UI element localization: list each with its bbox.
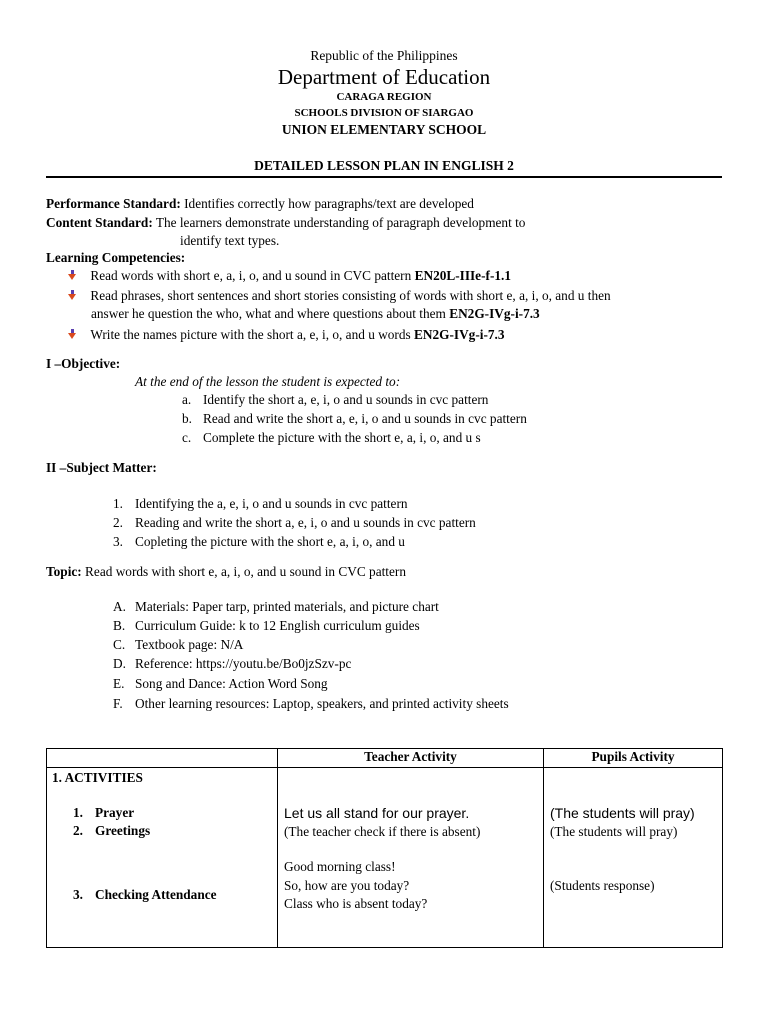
- teacher-check: (The teacher check if there is absent): [284, 824, 481, 839]
- competency-item: [68, 327, 505, 343]
- activities-section-label: 1. ACTIVITIES: [52, 770, 143, 785]
- activities-cell: [47, 768, 278, 948]
- objective-item: b. Read and write the short a, e, i, o and u sounds in cvc pattern: [182, 411, 527, 426]
- competency-text: Read words with short e, a, i, o, and u sound in CVC pattern: [90, 268, 415, 283]
- resource-item: C. Textbook page: N/A: [113, 637, 244, 652]
- topic-label: Topic:: [46, 564, 82, 579]
- arrow-bullet-icon: [68, 290, 77, 300]
- competency-text: Write the names picture with the short a, e, i, o, and u words: [90, 327, 415, 342]
- objective-item: a. Identify the short a, e, i, o and u sounds in cvc pattern: [182, 392, 489, 407]
- table-row: [47, 768, 723, 948]
- objective-label: I –Objective:: [46, 356, 121, 371]
- content-standard-label: Content Standard:: [46, 215, 153, 230]
- table-header-row: [47, 749, 723, 768]
- table-header-empty: [47, 749, 278, 768]
- competency-item: [68, 268, 511, 284]
- document-title: DETAILED LESSON PLAN IN ENGLISH 2: [254, 158, 514, 173]
- table-header-pupils: Pupils Activity: [544, 749, 723, 768]
- subject-matter-item: 1. Identifying the a, e, i, o and u sounds in cvc pattern: [113, 496, 408, 511]
- header-division: SCHOOLS DIVISION OF SIARGAO: [294, 107, 474, 119]
- competency-text: answer he question the who, what and where questions about them: [91, 306, 450, 321]
- resource-item: F. Other learning resources: Laptop, speakers, and printed activity sheets: [113, 696, 509, 711]
- pupils-response: (Students response): [550, 878, 655, 893]
- step-greetings: 2. Greetings: [73, 823, 151, 838]
- header-department: Department of Education: [277, 65, 491, 89]
- performance-standard: [46, 196, 474, 212]
- pupils-pray-2: (The students will pray): [550, 824, 678, 839]
- subject-matter-item: 3. Copleting the picture with the short e, a, i, o, and u: [113, 534, 405, 549]
- topic: [46, 564, 406, 580]
- resource-item: D. Reference: https://youtu.be/Bo0jzSzv-pc: [113, 656, 352, 671]
- step-prayer: 1. Prayer: [73, 805, 135, 820]
- competency-text: Read phrases, short sentences and short stories consisting of words with short e, a, i, o, and u then: [90, 288, 611, 303]
- topic-text: Read words with short e, a, i, o, and u sound in CVC pattern: [81, 564, 406, 579]
- resource-item: B. Curriculum Guide: k to 12 English curriculum guides: [113, 618, 420, 633]
- performance-standard-text: Identifies correctly how paragraphs/text are developed: [180, 196, 474, 211]
- competency-code: EN2G-IVg-i-7.3: [414, 327, 505, 342]
- objective-item: c. Complete the picture with the short e, a, i, o, and u s: [182, 430, 481, 445]
- content-standard: [46, 215, 525, 231]
- competencies-label: Learning Competencies:: [46, 250, 186, 265]
- competency-item: [68, 288, 611, 304]
- header-region: CARAGA REGION: [336, 91, 432, 103]
- teacher-activity-cell: [278, 768, 544, 948]
- activity-table: [46, 748, 723, 948]
- title-underline: [46, 176, 722, 178]
- teacher-greet-1: Good morning class!: [284, 859, 396, 874]
- competency-item-continued: [91, 306, 540, 322]
- objective-intro: At the end of the lesson the student is expected to:: [135, 374, 401, 389]
- subject-matter-item: 2. Reading and write the short a, e, i, o and u sounds in cvc pattern: [113, 515, 476, 530]
- subject-matter-label: II –Subject Matter:: [46, 460, 157, 475]
- step-attendance: 3. Checking Attendance: [73, 887, 217, 902]
- pupils-activity-cell: [544, 768, 723, 948]
- competency-code: EN20L-IIIe-f-1.1: [414, 268, 511, 283]
- pupils-pray-1: (The students will pray): [550, 805, 695, 821]
- header-republic: Republic of the Philippines: [310, 48, 458, 63]
- table-header-teacher: Teacher Activity: [278, 749, 544, 768]
- resource-item: E. Song and Dance: Action Word Song: [113, 676, 328, 691]
- performance-standard-label: Performance Standard:: [46, 196, 181, 211]
- competency-code: EN2G-IVg-i-7.3: [449, 306, 540, 321]
- resource-item: A. Materials: Paper tarp, printed materials, and picture chart: [113, 599, 439, 614]
- header-school: UNION ELEMENTARY SCHOOL: [281, 122, 487, 137]
- teacher-greet-3: Class who is absent today?: [284, 896, 428, 911]
- teacher-greet-2: So, how are you today?: [284, 878, 410, 893]
- content-standard-text: The learners demonstrate understanding of paragraph development to: [152, 215, 526, 230]
- arrow-bullet-icon: [68, 270, 77, 280]
- arrow-bullet-icon: [68, 329, 77, 339]
- content-standard-continued: identify text types.: [180, 233, 280, 248]
- teacher-prayer: Let us all stand for our prayer.: [284, 805, 470, 821]
